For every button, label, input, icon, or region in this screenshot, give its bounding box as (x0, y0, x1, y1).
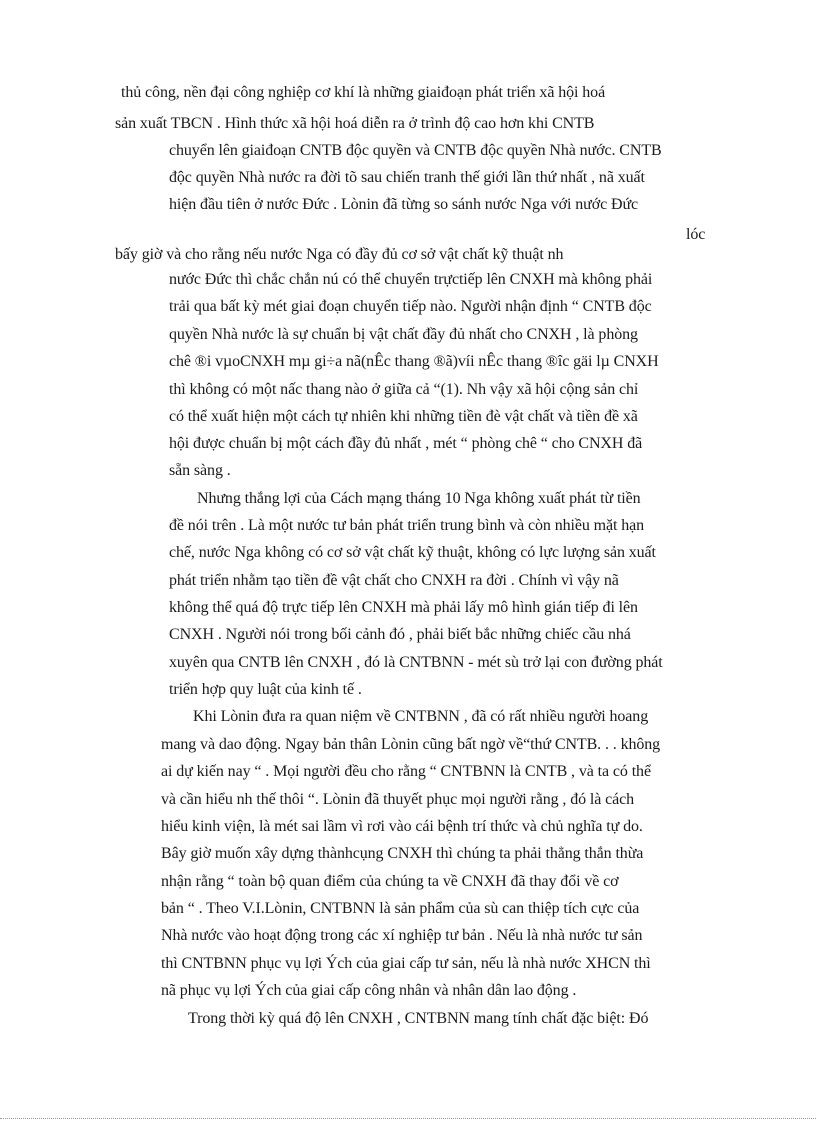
text-line: sẵn sàng . (169, 462, 231, 479)
text-line: chuyển lên giaiđoạn CNTB độc quyền và CNTB độc quyền Nhà nước. CNTB (169, 142, 662, 159)
text-line: sản xuất TBCN . Hình thức xã hội hoá diễn ra ở trình độ cao hơn khi CNTB (115, 115, 595, 132)
text-line: Trong thời kỳ quá độ lên CNXH , CNTBNN mang tính chất đặc biệt: Đó (188, 1010, 649, 1027)
text-line: có thể xuất hiện một cách tự nhiên khi những tiền đè vật chất và tiền đề xã (169, 408, 638, 425)
text-line: bản “ . Theo V.I.Lònin, CNTBNN là sản phẩm của sù can thiệp tích cực của (161, 900, 640, 917)
text-line: hội được chuẩn bị một cách đầy đủ nhất , mét “ phòng chê “ cho CNXH đã (169, 435, 643, 452)
text-line: chê ®i vµoCNXH mµ gi÷a nã(nÊc thang ®ã)víi nÊc thang ®îc gäi lµ CNXH (169, 353, 659, 370)
text-line: Nhưng thắng lợi của Cách mạng tháng 10 Nga không xuất phát từ tiền (197, 490, 641, 507)
text-line: và cần hiểu nh thế thôi “. Lònin đã thuyết phục mọi người rằng , đó là cách (161, 791, 635, 808)
text-line: độc quyền Nhà nước ra đời tõ sau chiến tranh thế giới lần thứ nhất , nã xuất (169, 169, 645, 186)
text-line: nã phục vụ lợi Ých của giai cấp công nhân và nhân dân lao động . (161, 982, 577, 999)
text-line: mang và dao động. Ngay bản thân Lònin cũng bất ngờ về“thứ CNTB. . . không (161, 736, 661, 753)
text-line: không thể quá độ trực tiếp lên CNXH mà phải lấy mô hình gián tiếp đi lên (169, 599, 638, 616)
text-line: thì không có một nấc thang nào ở giữa cả “(1). Nh vậy xã hội cộng sản chỉ (169, 381, 639, 398)
text-line: Bây giờ muốn xây dựng thànhcụng CNXH thì chúng ta phải thẳng thắn thừa (161, 845, 644, 862)
text-line: phát triển nhằm tạo tiền đề vật chất cho CNXH ra đời . Chính vì vậy nã (169, 572, 619, 589)
text-line: hiện đầu tiên ở nước Đức . Lònin đã từng so sánh nước Nga với nước Đức (169, 196, 639, 213)
text-line: CNXH . Người nói trong bối cảnh đó , phải biết bắc những chiếc cầu nhá (169, 626, 631, 643)
text-line: Khi Lònin đưa ra quan niệm về CNTBNN , đã có rất nhiều người hoang (193, 708, 649, 725)
text-line: chế, nước Nga không có cơ sở vật chất kỹ thuật, không có lực lượng sản xuất (169, 544, 656, 561)
text-line: quyền Nhà nước là sự chuẩn bị vật chất đầy đủ nhất cho CNXH , là phòng (169, 326, 638, 343)
text-line: trải qua bất kỳ mét giai đoạn chuyển tiếp nào. Người nhận định “ CNTB độc (169, 298, 652, 315)
page-edge (0, 1118, 816, 1119)
text-line: lóc (686, 226, 706, 243)
text-line: Nhà nước vào hoạt động trong các xí nghiệp tư bản . Nếu là nhà nước tư sản (161, 927, 643, 944)
text-line: ai dự kiến nay “ . Mọi người đều cho rằng “ CNTBNN là CNTB , và ta có thể (161, 763, 651, 780)
text-line: nước Đức thì chắc chắn nú có thể chuyển trựctiếp lên CNXH mà không phải (169, 271, 653, 288)
text-line: bấy giờ và cho rằng nếu nước Nga có đầy đủ cơ sở vật chất kỹ thuật nh (115, 246, 564, 263)
text-line: đề nói trên . Là một nước tư bản phát triển trung bình và còn nhiều mặt hạn (169, 517, 645, 534)
text-line: triển hợp quy luật của kinh tế . (169, 681, 362, 698)
text-line: thủ công, nền đại công nghiệp cơ khí là những giaiđoạn phát triển xã hội hoá (121, 84, 606, 101)
text-line: nhận rằng “ toàn bộ quan điểm của chúng ta về CNXH đã thay đổi về cơ (161, 873, 619, 890)
text-line: xuyên qua CNTB lên CNXH , đó là CNTBNN - mét sù trở lại con đường phát (169, 654, 663, 671)
text-line: hiểu kinh viện, là mét sai lầm vì rơi vào cái bệnh trí thức và chủ nghĩa tự do. (161, 818, 643, 835)
text-line: thì CNTBNN phục vụ lợi Ých của giai cấp tư sản, nếu là nhà nước XHCN thì (161, 955, 651, 972)
